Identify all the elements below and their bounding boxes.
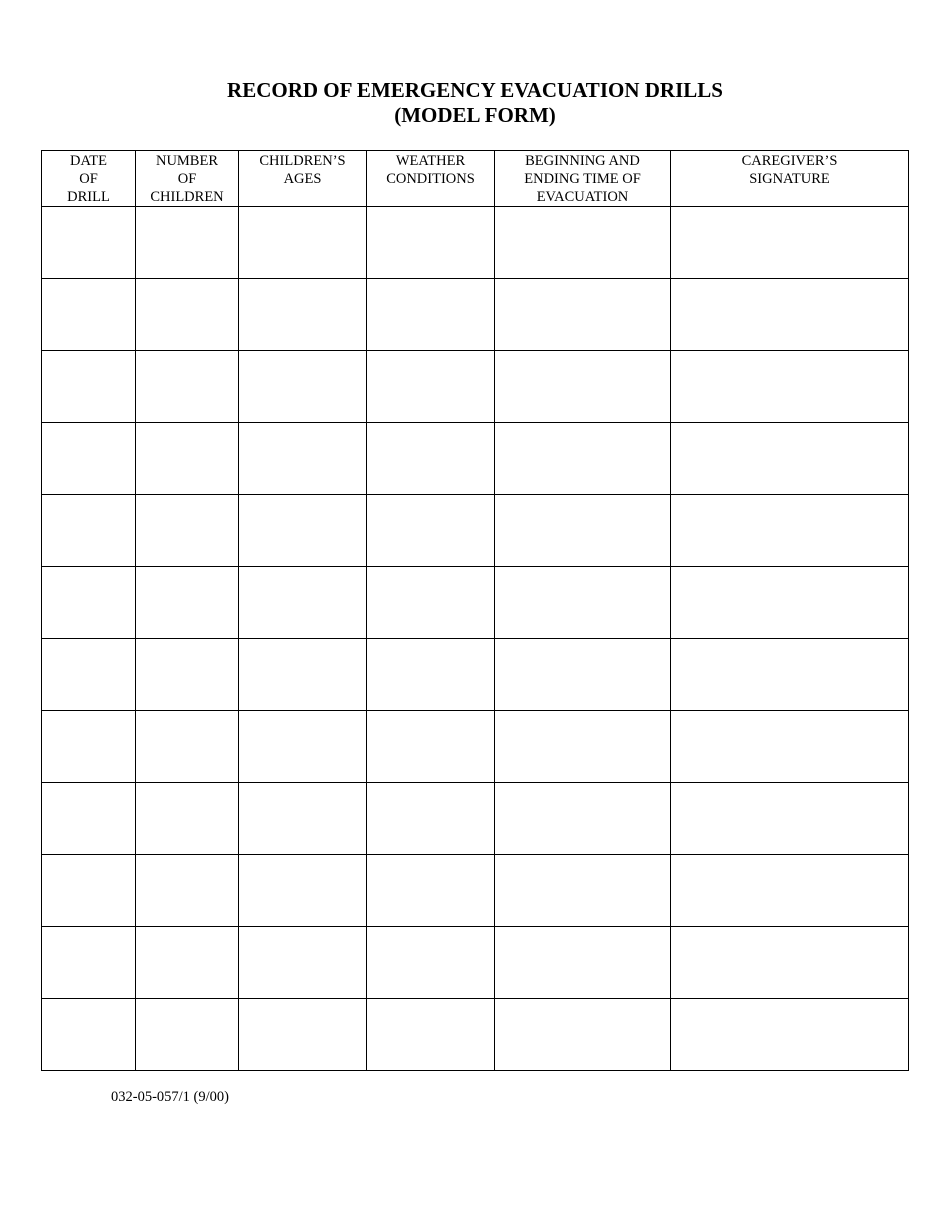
caregiver-signature-cell[interactable] [671,207,909,279]
table-row [42,207,909,279]
evacuation-time-cell[interactable] [495,999,671,1071]
childrens-ages-cell[interactable] [239,495,367,567]
date-of-drill-cell[interactable] [42,495,136,567]
table-row [42,783,909,855]
weather-conditions-cell[interactable] [367,207,495,279]
number-of-children-cell[interactable] [136,783,239,855]
table-row [42,567,909,639]
weather-conditions-cell[interactable] [367,639,495,711]
evacuation-time-cell[interactable] [495,783,671,855]
caregiver-signature-cell[interactable] [671,423,909,495]
caregiver-signature-cell[interactable] [671,495,909,567]
weather-conditions-cell[interactable] [367,567,495,639]
table-row [42,279,909,351]
childrens-ages-cell[interactable] [239,279,367,351]
caregiver-signature-cell[interactable] [671,999,909,1071]
number-of-children-cell[interactable] [136,567,239,639]
evacuation-time-cell[interactable] [495,495,671,567]
caregiver-signature-cell[interactable] [671,855,909,927]
date-of-drill-cell[interactable] [42,999,136,1071]
evacuation-time-cell[interactable] [495,567,671,639]
form-title: RECORD OF EMERGENCY EVACUATION DRILLS [227,78,723,102]
childrens-ages-cell[interactable] [239,783,367,855]
childrens-ages-cell[interactable] [239,999,367,1071]
caregiver-signature-cell[interactable] [671,639,909,711]
childrens-ages-cell[interactable] [239,711,367,783]
number-of-children-cell[interactable] [136,495,239,567]
header-childrens-ages: CHILDREN’S AGES [239,151,367,207]
evacuation-time-cell[interactable] [495,423,671,495]
header-evacuation-time: BEGINNING AND ENDING TIME OF EVACUATION [495,151,671,207]
number-of-children-cell[interactable] [136,279,239,351]
childrens-ages-cell[interactable] [239,351,367,423]
date-of-drill-cell[interactable] [42,783,136,855]
date-of-drill-cell[interactable] [42,639,136,711]
weather-conditions-cell[interactable] [367,999,495,1071]
evacuation-time-cell[interactable] [495,639,671,711]
caregiver-signature-cell[interactable] [671,927,909,999]
date-of-drill-cell[interactable] [42,711,136,783]
form-number: 032-05-057/1 (9/00) [111,1089,229,1105]
number-of-children-cell[interactable] [136,855,239,927]
evacuation-time-cell[interactable] [495,207,671,279]
table-row [42,495,909,567]
childrens-ages-cell[interactable] [239,567,367,639]
number-of-children-cell[interactable] [136,999,239,1071]
table-row [42,423,909,495]
header-number-of-children: NUMBER OF CHILDREN [136,151,239,207]
evacuation-drill-table [41,150,909,1071]
number-of-children-cell[interactable] [136,351,239,423]
date-of-drill-cell[interactable] [42,207,136,279]
date-of-drill-cell[interactable] [42,927,136,999]
number-of-children-cell[interactable] [136,423,239,495]
childrens-ages-cell[interactable] [239,639,367,711]
number-of-children-cell[interactable] [136,711,239,783]
table-row [42,855,909,927]
table-body [42,207,909,1071]
table-row [42,999,909,1071]
caregiver-signature-cell[interactable] [671,279,909,351]
weather-conditions-cell[interactable] [367,927,495,999]
childrens-ages-cell[interactable] [239,423,367,495]
table-row [42,927,909,999]
caregiver-signature-cell[interactable] [671,351,909,423]
number-of-children-cell[interactable] [136,639,239,711]
weather-conditions-cell[interactable] [367,783,495,855]
table-header-row [42,151,909,207]
weather-conditions-cell[interactable] [367,351,495,423]
weather-conditions-cell[interactable] [367,279,495,351]
weather-conditions-cell[interactable] [367,495,495,567]
header-weather-conditions: WEATHER CONDITIONS [367,151,495,207]
weather-conditions-cell[interactable] [367,423,495,495]
form-subtitle: (MODEL FORM) [394,103,556,127]
caregiver-signature-cell[interactable] [671,567,909,639]
date-of-drill-cell[interactable] [42,567,136,639]
childrens-ages-cell[interactable] [239,207,367,279]
date-of-drill-cell[interactable] [42,279,136,351]
table-row [42,639,909,711]
childrens-ages-cell[interactable] [239,927,367,999]
header-date-of-drill: DATE OF DRILL [42,151,136,207]
date-of-drill-cell[interactable] [42,423,136,495]
evacuation-time-cell[interactable] [495,351,671,423]
table-row [42,711,909,783]
number-of-children-cell[interactable] [136,207,239,279]
childrens-ages-cell[interactable] [239,855,367,927]
caregiver-signature-cell[interactable] [671,783,909,855]
date-of-drill-cell[interactable] [42,855,136,927]
evacuation-time-cell[interactable] [495,927,671,999]
table-row [42,351,909,423]
number-of-children-cell[interactable] [136,927,239,999]
header-caregiver-signature: CAREGIVER’S SIGNATURE [671,151,909,207]
weather-conditions-cell[interactable] [367,855,495,927]
evacuation-time-cell[interactable] [495,711,671,783]
evacuation-time-cell[interactable] [495,279,671,351]
caregiver-signature-cell[interactable] [671,711,909,783]
evacuation-time-cell[interactable] [495,855,671,927]
date-of-drill-cell[interactable] [42,351,136,423]
weather-conditions-cell[interactable] [367,711,495,783]
